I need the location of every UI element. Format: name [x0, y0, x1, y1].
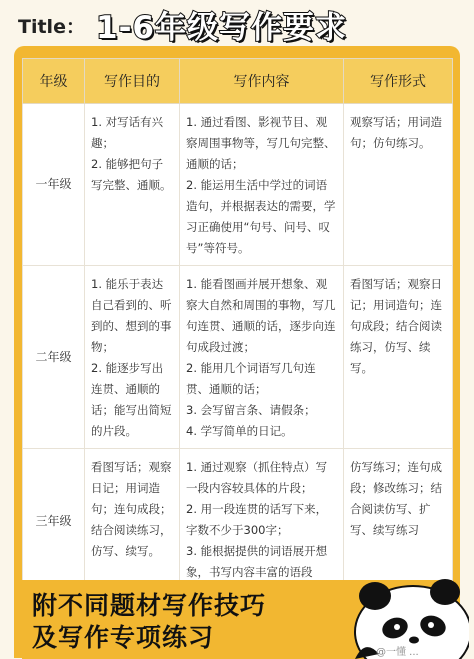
purpose-cell: 1. 对写话有兴趣； 2. 能够把句子写完整、通顺。: [85, 104, 180, 266]
column-header-content: 写作内容: [180, 59, 344, 104]
banner-line-2: 及写作专项练习: [32, 623, 215, 652]
form-cell: 观察写话；用词造句；仿句练习。: [344, 104, 453, 266]
column-header-form: 写作形式: [344, 59, 453, 104]
content-cell: 1. 通过看图、影视节目、观察周围事物等，写几句完整、通顺的话； 2. 能运用生活中学过的词语造句，并根据表达的需要，学习正确使用“句号、问号、叹号”等符号。: [180, 104, 344, 266]
watermark-text: @一懂 ...: [376, 647, 419, 658]
page-title: 1-6年级写作要求: [96, 10, 348, 46]
banner-line-1: 附不同题材写作技巧: [32, 591, 267, 620]
grade-cell: 一年级: [23, 104, 85, 266]
writing-requirements-table: [22, 58, 453, 594]
grade-cell: 二年级: [23, 266, 85, 449]
form-cell: 看图写话；观察日记；用词造句；连句成段；结合阅读练习，仿写、续写。: [344, 266, 453, 449]
table-header-row: [23, 59, 453, 104]
column-header-purpose: 写作目的: [85, 59, 180, 104]
page-header: [0, 0, 474, 44]
purpose-cell: 看图写话；观察日记；用词造句；连句成段；结合阅读练习，仿写、续写。: [85, 449, 180, 594]
title-label: Title：: [18, 16, 85, 38]
purpose-cell: 1. 能乐于表达自己看到的、听到的、想到的事物； 2. 能逐步写出连贯、通顺的话；能写出简短的片段。: [85, 266, 180, 449]
content-cell: 1. 通过观察（抓住特点）写一段内容较具体的片段； 2. 用一段连贯的话写下来，字数不少于300字； 3. 能根据提供的词语展开想象，书写内容丰富的语段: [180, 449, 344, 594]
table-row: [23, 266, 453, 449]
column-header-grade: 年级: [23, 59, 85, 104]
content-cell: 1. 能看图画并展开想象、观察大自然和周围的事物，写几句连贯、通顺的话，逐步向连句成段过渡； 2. 能用几个词语写几句连贯、通顺的话； 3. 会写留言条、请假条； 4. 学写简单的日记。: [180, 266, 344, 449]
grade-cell: 三年级: [23, 449, 85, 594]
table-row: [23, 104, 453, 266]
form-cell: 仿写练习；连句成段；修改练习；结合阅读仿写、扩写、续写练习: [344, 449, 453, 594]
